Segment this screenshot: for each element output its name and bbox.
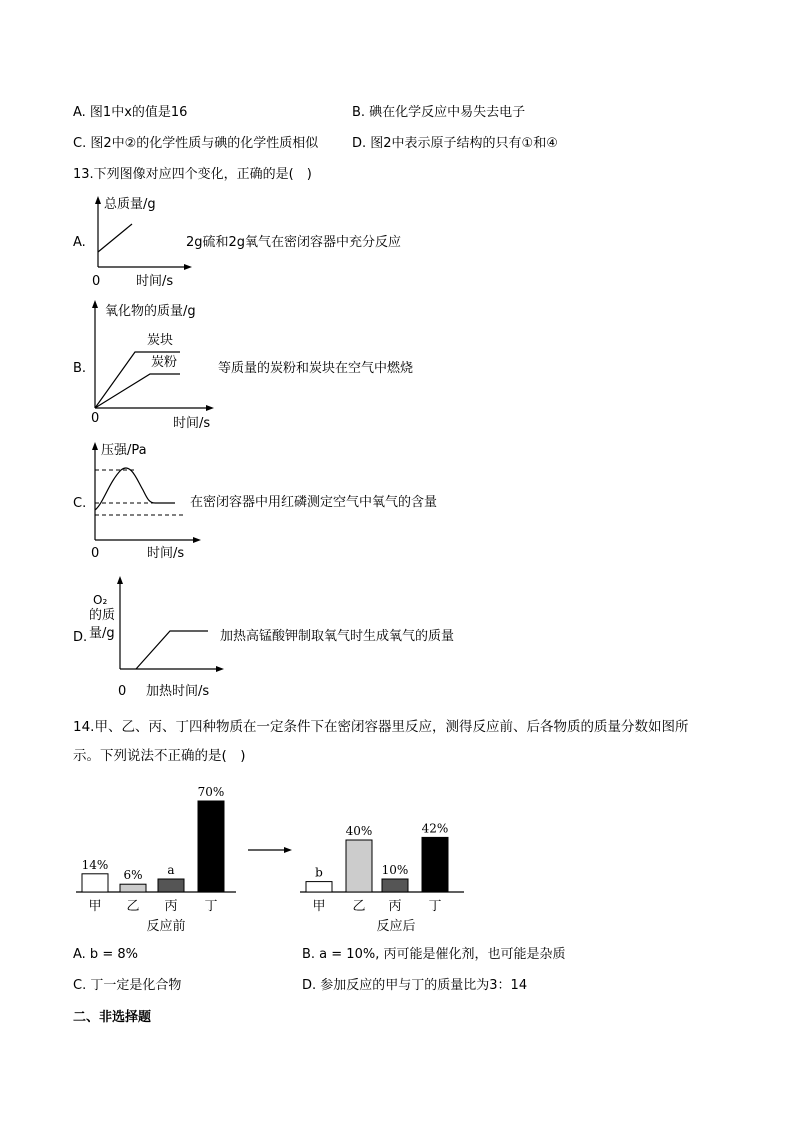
q12-option-c: C. 图2中②的化学性质与碘的化学性质相似 bbox=[73, 136, 319, 151]
bar bbox=[422, 837, 448, 892]
bar-data-label: 10% bbox=[381, 863, 409, 877]
bar bbox=[306, 882, 332, 892]
bar-data-label: 14% bbox=[81, 857, 109, 872]
bar-data-label: a bbox=[167, 863, 175, 877]
category-label: 丙 bbox=[388, 899, 402, 914]
category-label: 丁 bbox=[428, 899, 442, 914]
bar-data-label: 6% bbox=[123, 868, 143, 883]
q13-d-ylabel-1: O₂ bbox=[93, 593, 108, 607]
q12-option-a: A. 图1中x的值是16 bbox=[73, 105, 188, 120]
q13-d-origin: 0 bbox=[118, 684, 127, 699]
bar bbox=[346, 840, 372, 892]
q13-c-desc: 在密闭容器中用红磷测定空气中氧气的含量 bbox=[190, 495, 438, 510]
q13-b-label: B. bbox=[73, 361, 87, 376]
q13-d-ylabel-2: 的质 bbox=[89, 608, 116, 623]
q13-a-graph bbox=[88, 192, 198, 292]
category-label: 丁 bbox=[204, 899, 218, 914]
q13-c-xlabel: 时间/s bbox=[147, 546, 185, 561]
q13-c-ylabel: 压强/Pa bbox=[101, 443, 147, 458]
q13-b-origin: 0 bbox=[91, 411, 100, 426]
q13-d-curve bbox=[136, 631, 208, 669]
q14-option-b: B. a = 10%, 丙可能是催化剂，也可能是杂质 bbox=[302, 947, 566, 962]
q13-b-graph bbox=[85, 296, 220, 432]
bar bbox=[120, 884, 146, 892]
category-label: 甲 bbox=[312, 899, 326, 914]
q13-a-line bbox=[98, 224, 132, 252]
category-label: 乙 bbox=[126, 899, 140, 914]
bar-data-label: b bbox=[315, 865, 323, 880]
q13-c-label: C. bbox=[73, 496, 87, 511]
bar-data-label: 70% bbox=[197, 785, 225, 799]
q14-stem-line2: 示。下列说法不正确的是( ) bbox=[73, 748, 246, 764]
bar bbox=[158, 879, 184, 892]
q13-c-origin: 0 bbox=[91, 546, 100, 561]
q13-d-xlabel: 加热时间/s bbox=[146, 684, 210, 699]
q14-stem-line1: 14.甲、乙、丙、丁四种物质在一定条件下在密闭容器里反应，测得反应前、后各物质的质量分数如图所 bbox=[73, 719, 689, 735]
q13-c-curve bbox=[95, 468, 175, 510]
chart-title: 反应后 bbox=[376, 919, 416, 934]
q13-a-label: A. bbox=[73, 235, 86, 250]
q13-b-curve1-label: 炭块 bbox=[147, 333, 174, 348]
bar bbox=[382, 879, 408, 892]
chart-title: 反应前 bbox=[146, 919, 186, 934]
q13-d-ylabel-3: 量/g bbox=[89, 626, 115, 641]
q13-a-xlabel: 时间/s bbox=[136, 274, 174, 289]
q12-option-d: D. 图2中表示原子结构的只有①和④ bbox=[352, 136, 558, 151]
q14-option-a: A. b = 8% bbox=[73, 947, 138, 962]
q13-d-label: D. bbox=[73, 630, 88, 645]
q14-bar-charts bbox=[70, 768, 480, 938]
q13-a-origin: 0 bbox=[92, 274, 101, 289]
q14-option-d: D. 参加反应的甲与丁的质量比为3：14 bbox=[302, 978, 528, 993]
chart-after bbox=[300, 821, 464, 934]
q13-b-xlabel: 时间/s bbox=[173, 416, 211, 431]
arrow-head-icon bbox=[284, 847, 292, 853]
q13-b-ylabel: 氧化物的质量/g bbox=[105, 304, 196, 319]
category-label: 甲 bbox=[88, 899, 102, 914]
bar bbox=[82, 874, 108, 892]
category-label: 丙 bbox=[164, 899, 178, 914]
q13-d-graph bbox=[88, 570, 228, 702]
q13-b-desc: 等质量的炭粉和炭块在空气中燃烧 bbox=[218, 361, 414, 376]
bar-data-label: 40% bbox=[345, 824, 373, 838]
bar bbox=[198, 801, 224, 892]
q13-a-desc: 2g硫和2g氧气在密闭容器中充分反应 bbox=[186, 235, 402, 250]
bar-data-label: 42% bbox=[421, 821, 449, 836]
section-heading: 二、非选择题 bbox=[73, 1010, 152, 1025]
q13-a-ylabel: 总质量/g bbox=[104, 197, 156, 212]
q13-stem: 13.下列图像对应四个变化，正确的是( ) bbox=[73, 167, 312, 182]
q12-option-b: B. 碘在化学反应中易失去电子 bbox=[352, 105, 526, 120]
chart-before bbox=[76, 785, 236, 934]
q13-d-desc: 加热高锰酸钾制取氧气时生成氧气的质量 bbox=[220, 629, 455, 644]
q14-option-c: C. 丁一定是化合物 bbox=[73, 978, 182, 993]
q13-b-curve2-label: 炭粉 bbox=[151, 355, 178, 370]
category-label: 乙 bbox=[352, 899, 366, 914]
